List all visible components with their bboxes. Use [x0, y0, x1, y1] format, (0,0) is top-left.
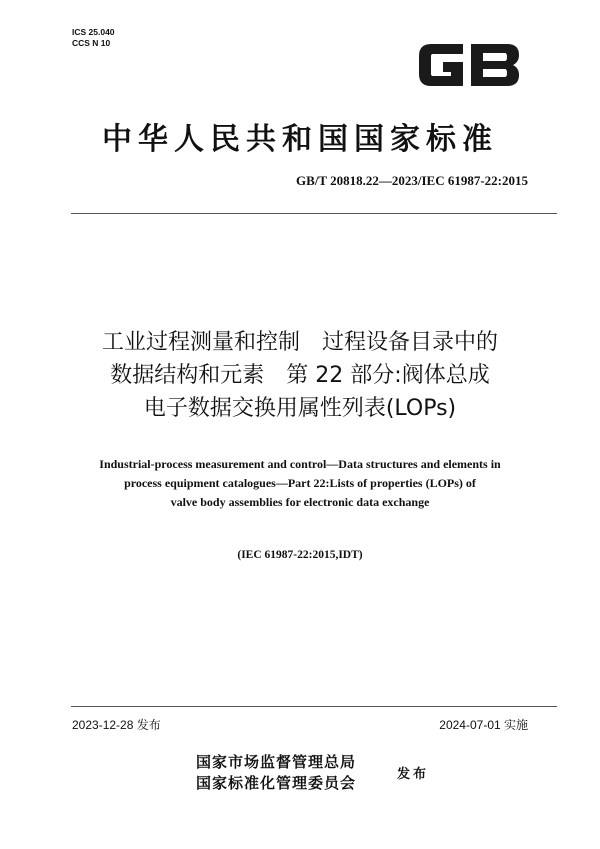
issue-date: 2023-12-28 发布	[72, 718, 161, 732]
chinese-title	[0, 326, 600, 425]
bottom-divider	[71, 706, 557, 707]
issuer-name: 国家市场监督管理总局	[196, 753, 357, 771]
gb-logo-icon	[411, 36, 527, 94]
implementation-date: 2024-07-01 实施	[439, 718, 528, 732]
ccs-code: CCS N 10	[72, 38, 111, 48]
english-title-line: valve body assemblies for electronic data exchange	[170, 495, 430, 509]
classification-codes	[72, 27, 115, 49]
ics-code: ICS 25.040	[72, 27, 115, 37]
top-divider	[71, 213, 557, 214]
issuer-name: 国家标准化管理委员会	[196, 774, 357, 792]
chinese-title-line: 电子数据交换用属性列表(LOPs)	[143, 396, 457, 421]
chinese-title-line: 数据结构和元素 第 22 部分:阀体总成	[110, 363, 490, 388]
english-title-line: Industrial-process measurement and control—Data structures and elements in	[99, 457, 501, 471]
standard-number: GB/T 20818.22—2023/IEC 61987-22:2015	[296, 173, 528, 188]
issuing-authorities	[196, 752, 356, 794]
national-standard-heading: 中华人民共和国国家标准	[102, 122, 498, 157]
english-title-line: process equipment catalogues—Part 22:Lists of properties (LOPs) of	[124, 476, 476, 490]
chinese-title-line: 工业过程测量和控制 过程设备目录中的	[101, 330, 498, 355]
english-title	[0, 455, 600, 512]
adoption-note: (IEC 61987-22:2015,IDT)	[237, 549, 363, 561]
publish-label: 发布	[397, 767, 430, 782]
